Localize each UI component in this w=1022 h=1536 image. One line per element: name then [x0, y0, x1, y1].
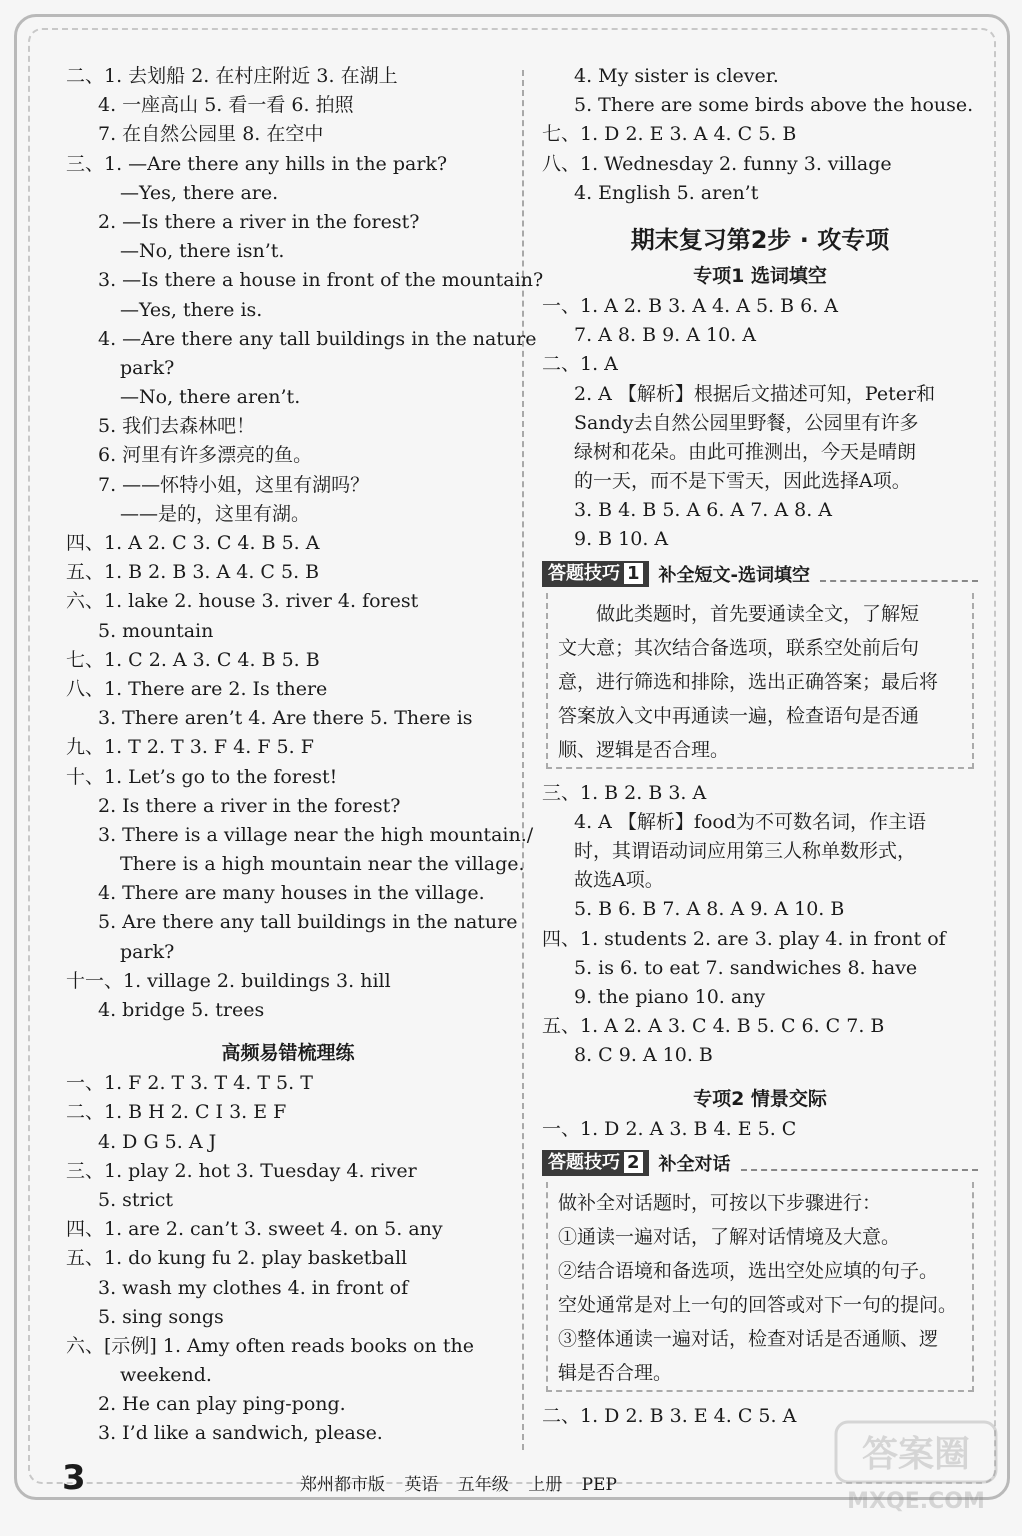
- answer-line: 4. A 【解析】food为不可数名词，作主语: [574, 810, 927, 833]
- page-number: 3: [62, 1458, 86, 1498]
- answer-line: 十、1. Let’s go to the forest!: [66, 765, 338, 788]
- tip-rule: [820, 566, 978, 582]
- section-title-high-frequency: 高频易错梳理练: [221, 1042, 355, 1065]
- answer-line: 九、1. T 2. T 3. F 4. F 5. F: [66, 736, 314, 759]
- answer-line: 八、1. Wednesday 2. funny 3. village: [542, 152, 892, 175]
- answer-line: 一、1. D 2. A 3. B 4. E 5. C: [542, 1117, 797, 1140]
- answer-line: —No, there isn’t.: [120, 240, 285, 263]
- answer-line: 三、1. —Are there any hills in the park?: [66, 152, 448, 175]
- tip-title: 补全短文-选词填空: [658, 564, 811, 586]
- left-column: [66, 62, 544, 1449]
- answer-line: 5. There are some birds above the house.: [574, 94, 974, 117]
- answer-line: 5. 我们去森林吧！: [98, 415, 256, 438]
- answer-line: 3. B 4. B 5. A 6. A 7. A 8. A: [574, 499, 833, 522]
- right-top-answer-list: [542, 62, 978, 208]
- tip-line: 文大意；其次结合备选项，联系空处前后句: [558, 636, 920, 659]
- answer-line: 二、1. D 2. B 3. E 4. C 5. A: [542, 1404, 797, 1427]
- tip-header-2: [542, 1148, 978, 1178]
- answer-line: 3. I’d like a sandwich, please.: [98, 1422, 383, 1445]
- answer-line: 3. There is a village near the high mountain./: [98, 823, 534, 846]
- answer-line: 2. A 【解析】根据后文描述可知，Peter和: [574, 382, 936, 405]
- tip-badge: [542, 561, 649, 587]
- answer-line: 3. —Is there a house in front of the mountain?: [98, 269, 544, 292]
- answer-line: 一、1. F 2. T 3. T 4. T 5. T: [66, 1072, 313, 1095]
- answer-line: —Yes, there is.: [120, 298, 263, 321]
- answer-line: 七、1. D 2. E 3. A 4. C 5. B: [542, 123, 797, 146]
- tip-title: 补全对话: [658, 1153, 731, 1175]
- answer-line: 7. ——怀特小姐，这里有湖吗？: [98, 473, 370, 496]
- answer-line: 绿树和花朵。由此可推测出，今天是晴朗: [574, 440, 917, 463]
- tip-line: ②结合语境和备选项，选出空处应填的句子。: [558, 1259, 939, 1282]
- answer-line: 八、1. There are 2. Is there: [66, 677, 328, 700]
- tip-line: 做补全对话题时，可按以下步骤进行：: [558, 1191, 882, 1214]
- tip-line: 空处通常是对上一句的回答或对下一句的提问。: [558, 1293, 958, 1316]
- answer-line: Sandy去自然公园里野餐，公园里有许多: [574, 411, 919, 434]
- answer-line: 三、1. B 2. B 3. A: [542, 781, 707, 804]
- footer-text: 郑州都市版 英语 五年级 上册 PEP: [300, 1475, 617, 1495]
- answer-line: 3. There aren’t 4. Are there 5. There is: [98, 707, 473, 730]
- answer-line: 2. He can play ping-pong.: [98, 1393, 346, 1416]
- answer-line: 2. Is there a river in the forest?: [98, 794, 401, 817]
- watermark-text: 答案圈: [861, 1434, 971, 1475]
- answer-line: weekend.: [120, 1364, 212, 1387]
- answer-line: 二、1. B H 2. C I 3. E F: [66, 1101, 287, 1124]
- answer-line: 4. My sister is clever.: [574, 65, 779, 87]
- answer-line: 一、1. A 2. B 3. A 4. A 5. B 6. A: [542, 294, 839, 317]
- answer-line: 二、1. 去划船 2. 在村庄附近 3. 在湖上: [66, 65, 398, 87]
- answer-line: 十一、1. village 2. buildings 3. hill: [66, 969, 391, 992]
- tip-header-1: [542, 559, 978, 589]
- answer-line: 6. 河里有许多漂亮的鱼。: [98, 444, 313, 467]
- answer-line: 4. —Are there any tall buildings in the nature: [98, 327, 537, 350]
- tip-paragraph-2: [546, 1182, 974, 1392]
- tip-line: 顺、逻辑是否合理。: [558, 738, 730, 761]
- right-column: [542, 62, 978, 1431]
- spacer: [542, 1071, 978, 1083]
- spacer: [66, 1025, 510, 1037]
- special1-title: 专项1 选词填空: [693, 264, 827, 287]
- tip-number: 1: [624, 563, 643, 584]
- left-answer-list: [66, 62, 544, 1025]
- answer-line: There is a high mountain near the village.: [120, 853, 525, 876]
- tip-line: 做此类题时，首先要通读全文，了解短: [596, 602, 920, 625]
- spacer: [542, 208, 978, 220]
- answer-line: 5. B 6. B 7. A 8. A 9. A 10. B: [574, 898, 845, 921]
- answer-line: 的一天，而不是下雪天，因此选择A项。: [574, 470, 911, 493]
- tip-paragraph-1: [546, 593, 974, 769]
- answer-line: 5. Are there any tall buildings in the nature: [98, 911, 518, 934]
- answer-line: ——是的，这里有湖。: [120, 502, 311, 525]
- special1-answer-list-a: [542, 292, 978, 555]
- watermark-url: MXQE.COM: [847, 1489, 985, 1514]
- special1-answer-list-b: [542, 779, 978, 1071]
- tip-label: 答题技巧: [548, 562, 620, 584]
- tip-line: 辑是否合理。: [558, 1361, 673, 1384]
- special2-title: 专项2 情景交际: [693, 1087, 827, 1110]
- answer-line: 4. D G 5. A J: [98, 1130, 217, 1153]
- tip-line: 意，进行筛选和排除，选出正确答案；最后将: [558, 670, 939, 693]
- tip-line: 答案放入文中再通读一遍，检查语句是否通: [558, 704, 920, 727]
- answer-line: 二、1. A: [542, 353, 618, 376]
- answer-line: 五、1. A 2. A 3. C 4. B 5. C 6. C 7. B: [542, 1015, 885, 1038]
- answer-line: 故选A项。: [574, 869, 664, 892]
- answer-line: 2. —Is there a river in the forest?: [98, 210, 420, 233]
- answer-line: 三、1. play 2. hot 3. Tuesday 4. river: [66, 1159, 417, 1182]
- answer-line: 4. 一座高山 5. 看一看 6. 拍照: [98, 94, 354, 117]
- answer-line: 4. bridge 5. trees: [98, 999, 265, 1021]
- answer-line: park?: [120, 940, 175, 963]
- answer-line: 四、1. are 2. can’t 3. sweet 4. on 5. any: [66, 1218, 443, 1241]
- tip-line: ③整体通读一遍对话，检查对话是否通顺、逻: [558, 1327, 939, 1350]
- answer-line: 4. There are many houses in the village.: [98, 882, 485, 905]
- answer-line: 9. B 10. A: [574, 528, 669, 551]
- answer-line: 五、1. B 2. B 3. A 4. C 5. B: [66, 561, 320, 584]
- answer-line: 3. wash my clothes 4. in front of: [98, 1276, 409, 1299]
- watermark-logo: [832, 1418, 1000, 1518]
- answer-line: 9. the piano 10. any: [574, 985, 766, 1008]
- answer-line: 5. sing songs: [98, 1305, 224, 1328]
- tip-number: 2: [624, 1152, 643, 1173]
- answer-line: 四、1. A 2. C 3. C 4. B 5. A: [66, 532, 320, 554]
- tip-badge: [542, 1150, 649, 1176]
- tip-label: 答题技巧: [548, 1151, 620, 1173]
- answer-line: 五、1. do kung fu 2. play basketball: [66, 1247, 408, 1270]
- answer-line: 8. C 9. A 10. B: [574, 1044, 713, 1067]
- answer-line: —No, there aren’t.: [120, 386, 301, 409]
- answer-line: 7. 在自然公园里 8. 在空中: [98, 123, 324, 146]
- high-frequency-answer-list: [66, 1069, 510, 1448]
- answer-line: 5. strict: [98, 1188, 173, 1211]
- answer-line: 六、[示例] 1. Amy often reads books on the: [66, 1334, 474, 1357]
- answer-line: 六、1. lake 2. house 3. river 4. forest: [66, 590, 419, 613]
- answer-line: 四、1. students 2. are 3. play 4. in front of: [542, 927, 946, 950]
- answer-line: 5. is 6. to eat 7. sandwiches 8. have: [574, 956, 918, 979]
- tip-line: ①通读一遍对话，了解对话情境及大意。: [558, 1225, 901, 1248]
- tip-rule: [741, 1155, 978, 1171]
- answer-line: 4. English 5. aren’t: [574, 181, 759, 204]
- main-title: 期末复习第2步 · 攻专项: [630, 225, 890, 254]
- answer-line: 7. A 8. B 9. A 10. A: [574, 324, 757, 347]
- answer-line: 时，其谓语动词应用第三人称单数形式，: [574, 840, 917, 862]
- answer-line: park?: [120, 356, 175, 379]
- answer-line: —Yes, there are.: [120, 181, 279, 204]
- answer-line: 七、1. C 2. A 3. C 4. B 5. B: [66, 648, 320, 671]
- answer-line: 5. mountain: [98, 619, 214, 642]
- special2-answer-list-a: [542, 1115, 978, 1144]
